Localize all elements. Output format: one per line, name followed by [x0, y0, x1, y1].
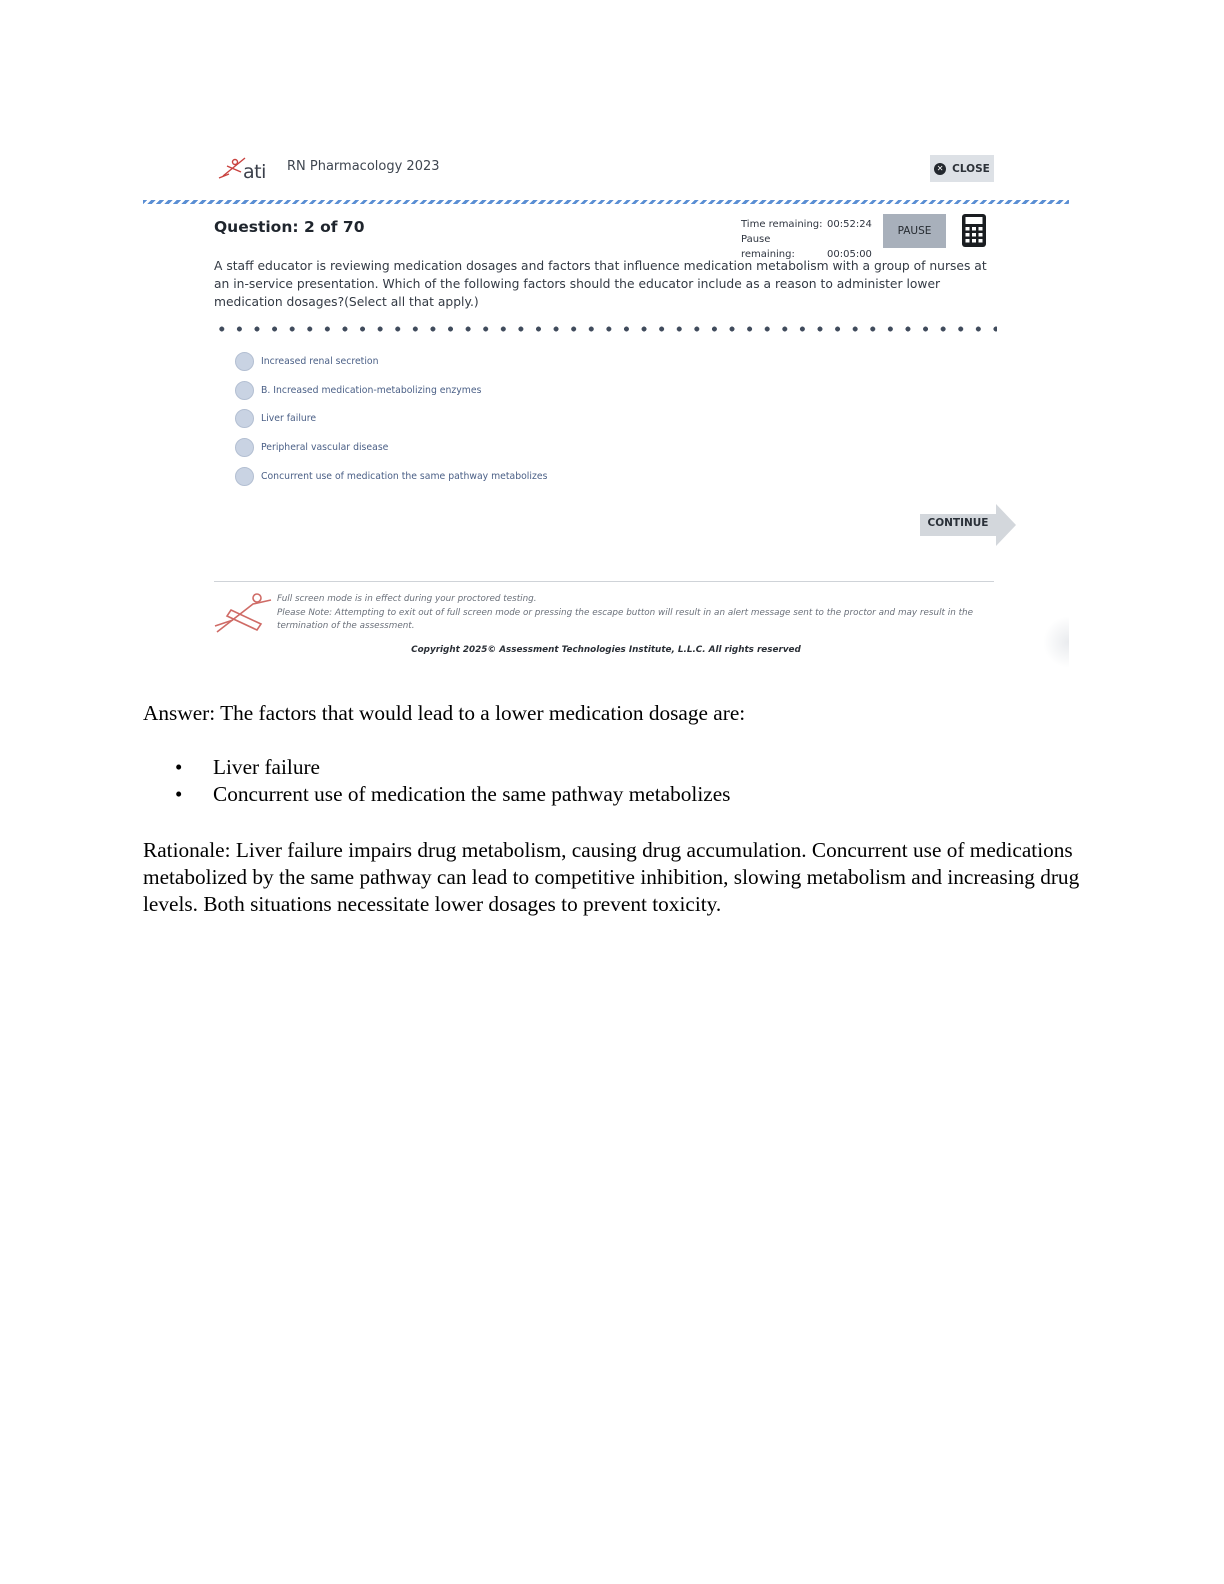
question-text: A staff educator is reviewing medication dosages and factors that influence medication metabolism with a group of nurses at an in-service presentation. Which of the following factors should the educator include as a reason to administer lower medication dosages?(Select all that apply.) — [214, 259, 987, 309]
time-remaining-value: 00:52:24 — [827, 219, 872, 230]
option-item[interactable] — [235, 347, 547, 376]
question-counter: Question: 2 of 70 — [214, 218, 365, 236]
header-divider — [143, 200, 1069, 204]
answer-list-item: • Liver failure — [175, 754, 730, 781]
checkbox-circle[interactable] — [235, 352, 254, 371]
answer-list — [175, 754, 730, 808]
checkbox-circle[interactable] — [235, 381, 254, 400]
ati-logo — [217, 152, 273, 184]
pause-remaining-value: 00:05:00 — [827, 249, 872, 260]
pause-button[interactable]: PAUSE — [883, 214, 946, 248]
close-icon: ✕ — [934, 163, 946, 175]
logo-text: ati — [243, 161, 266, 183]
answer-options — [235, 347, 547, 491]
close-label: CLOSE — [952, 162, 990, 175]
notice-line-1: Full screen mode is in effect during your proctored testing. — [277, 594, 537, 604]
footer-divider — [214, 581, 994, 582]
pause-remaining-label: Pause remaining: — [741, 234, 795, 260]
answer-intro: Answer: The factors that would lead to a lower medication dosage are: — [143, 701, 746, 725]
scroll-shadow — [1043, 616, 1069, 668]
continue-button[interactable] — [920, 504, 1016, 546]
exam-screenshot — [143, 138, 1069, 668]
copyright-text: Copyright 2025© Assessment Technologies Institute, L.L.C. All rights reserved — [411, 645, 801, 655]
close-button[interactable] — [930, 155, 994, 182]
calculator-icon[interactable] — [961, 213, 987, 248]
option-label: B. Increased medication-metabolizing enzymes — [261, 384, 482, 396]
answer-list-item: • Concurrent use of medication the same pathway metabolizes — [175, 781, 730, 808]
checkbox-circle[interactable] — [235, 438, 254, 457]
option-label: Peripheral vascular disease — [261, 442, 389, 454]
app-title: RN Pharmacology 2023 — [287, 159, 440, 174]
time-remaining-label: Time remaining: — [741, 219, 823, 230]
option-item[interactable] — [235, 462, 547, 491]
option-label: Concurrent use of medication the same pathway metabolizes — [261, 471, 548, 483]
option-label: Increased renal secretion — [261, 355, 379, 367]
checkbox-circle[interactable] — [235, 409, 254, 428]
option-item[interactable] — [235, 433, 547, 462]
checkbox-circle[interactable] — [235, 467, 254, 486]
fullscreen-notice — [277, 593, 1007, 634]
continue-label: CONTINUE — [927, 517, 989, 529]
dotted-divider — [213, 326, 997, 332]
option-item[interactable] — [235, 376, 547, 405]
option-item[interactable] — [235, 405, 547, 434]
proctor-figure-icon — [213, 590, 277, 636]
option-label: Liver failure — [261, 413, 317, 425]
rationale-paragraph: Rationale: Liver failure impairs drug metabolism, causing drug accumulation. Concurrent use of medications metabolized by the same pathway can lead to competitive inhibition, slowing metabolism and increasing drug levels. Both situations necessitate lower dosages to prevent toxicity. — [143, 838, 1080, 916]
notice-line-2: Please Note: Attempting to exit out of full screen mode or pressing the escape button will result in an alert message sent to the proctor and may result in the termination of the assessment. — [277, 607, 974, 631]
timer-panel — [741, 217, 872, 262]
